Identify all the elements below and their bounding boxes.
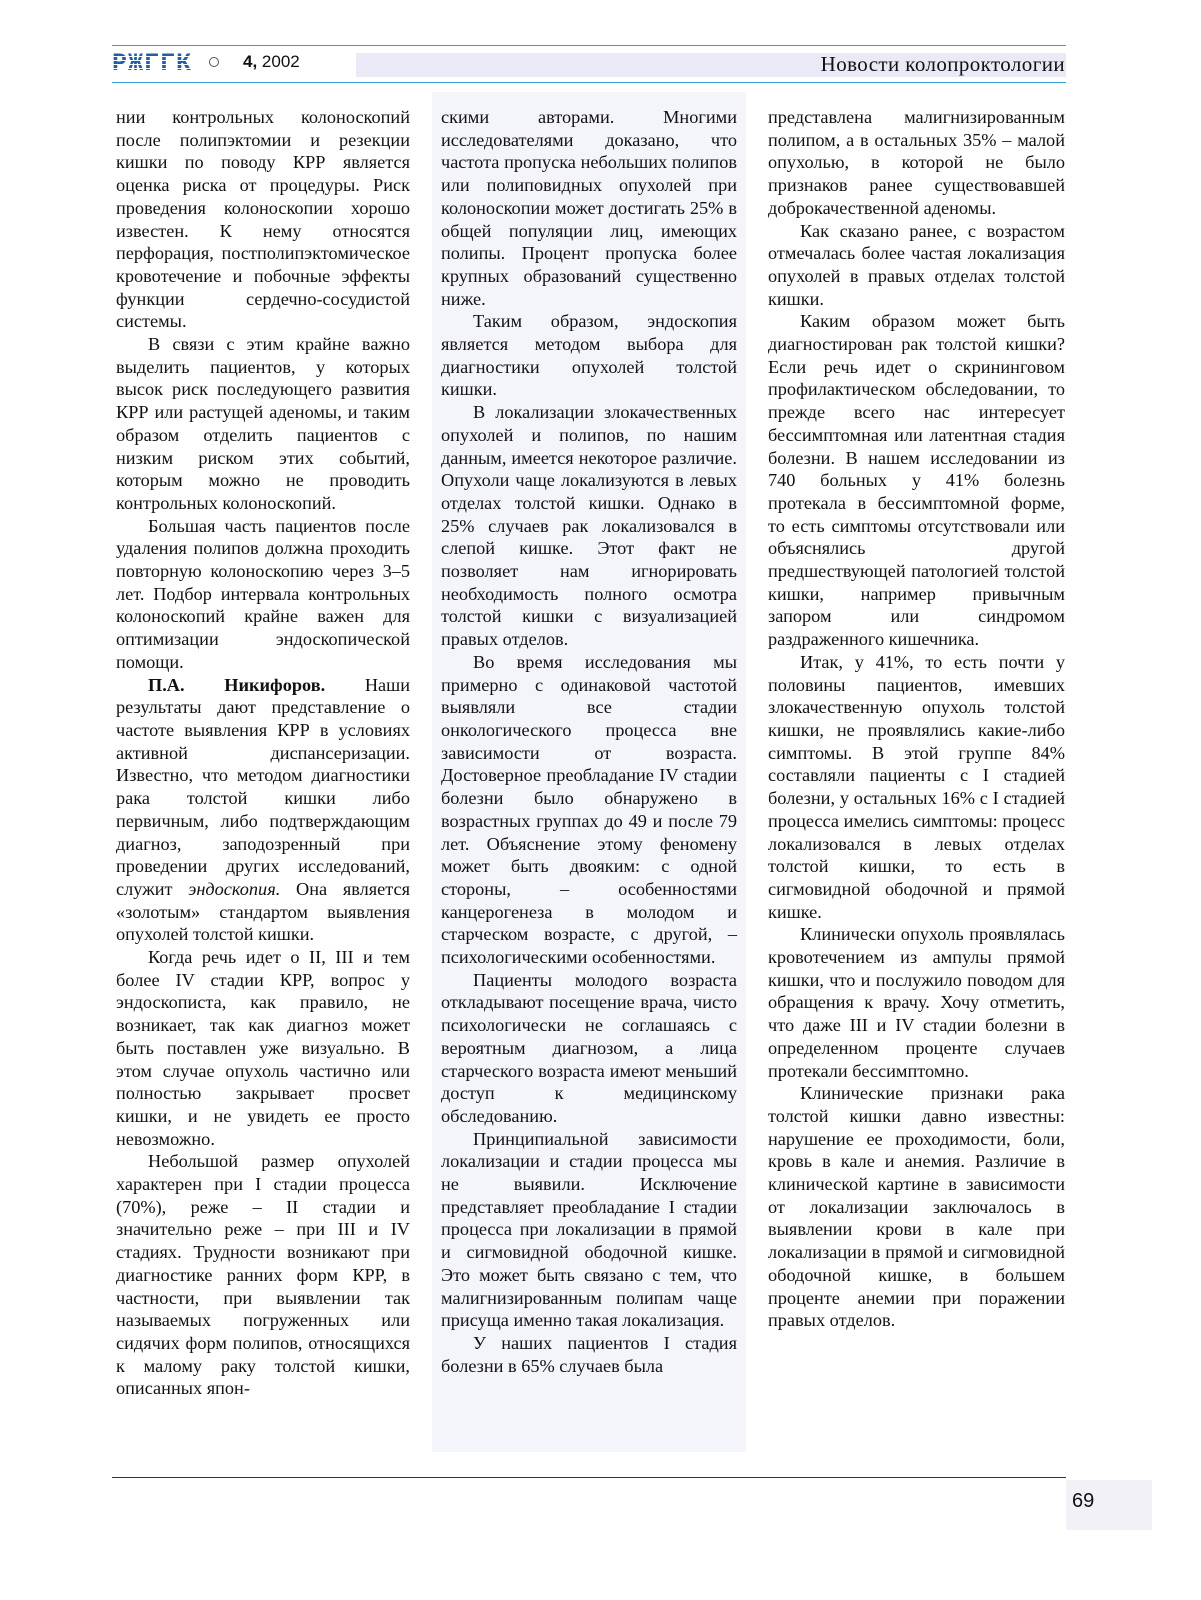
paragraph: представлена малигнизированным полипом, а в остальных 35% – малой опухолью, в которой не было признаков ранее существовавшей доброкачественной аденомы.: [768, 107, 1065, 218]
header-rule-bottom: [112, 82, 1066, 83]
paragraph: скими авторами. Многими исследователями доказано, что частота пропуска небольших полипов или полиповидных опухолей при колоноскопии может достигать 25% в общей популяции лиц, имеющих полипы. Процент пропуска более крупных образований существенно ниже.: [441, 107, 737, 309]
issue-year: 2002: [261, 52, 300, 71]
header-rule-top: [112, 45, 1066, 46]
paragraph-text: Наши результаты дают представление о частоте выявления КРР в условиях активной диспансеризации. Известно, что методом диагностики рака толстой кишки либо первичным, либо подтверждающим диагноз, заподозренный при проведении других исследований, служит: [116, 674, 410, 899]
paragraph: В локализации злокачественных опухолей и полипов, по нашим данным, имеется некоторое различие. Опухоли чаще локализуются в левых отделах толстой кишки. Однако в 25% случаев рак локализовался в слепой кишке. Этот факт не позволяет нам игнорировать необходимость полного осмотра толстой кишки с визуализацией правых отделов.: [441, 402, 737, 650]
journal-logo: РЖГГК: [112, 49, 193, 78]
paragraph-text: Она является «золотым» стандартом выявления опухолей толстой кишки.: [116, 878, 410, 945]
paragraph: Пациенты молодого возраста откладывают посещение врача, чисто психологически не соглашаясь с вероятным диагнозом, а лица старческого возраста имеют меньший доступ к медицинскому обследованию.: [441, 969, 737, 1126]
paragraph: У наших пациентов I стадия болезни в 65% случаев была: [441, 1332, 737, 1376]
paragraph: Во время исследования мы примерно с одинаковой частотой выявляли все стадии онкологического процесса вне зависимости от возраста. Достоверное преобладание IV стадии болезни было обнаружено в возрастных группах до 49 и после 79 лет. Объяснение этому феномену может быть двояким: с одной стороны, – особенностями канцерогенеза в молодом и старческом возрасте, с другой, – психологическими особенностями.: [441, 651, 737, 968]
paragraph: Каким образом может быть диагностирован рак толстой кишки? Если речь идет о скрининговом профилактическом обследовании, то прежде всего нас интересует бессимптомная или латентная стадия болезни. В нашем исследовании из 740 больных у 41% болезнь протекала в бессимптомной форме, то есть симптомы отсутствовали или объяснялись другой предшествующей патологией толстой кишки, например привычным запором или синдромом раздраженного кишечника.: [768, 311, 1065, 650]
text-column-3: [768, 106, 1065, 1332]
page-number: 69: [1072, 1490, 1095, 1512]
paragraph: нии контрольных колоноскопий после полипэктомии и резекции кишки по поводу КРР является оценка риска от процедуры. Риск проведения колоноскопии хорошо известен. К нему относятся перфорация, постполипэктомическое кровотечение и побочные эффекты функции сердечно-сосудистой системы.: [116, 107, 410, 332]
paragraph: Клинически опухоль проявлялась кровотечением из ампулы прямой кишки, что и послужило поводом для обращения к врачу. Хочу отметить, что даже III и IV стадии болезни в определенном проценте случаев протекали бессимптомно.: [768, 924, 1065, 1081]
text-column-2: [441, 106, 737, 1377]
paragraph: Итак, у 41%, то есть почти у половины пациентов, имевших злокачественную опухоль толстой кишки, не проявлялись какие-либо симптомы. В этой группе 84% составляли пациенты с I стадией болезни, у остальных 16% с I стадией процесса имелись симптомы: процесс локализовался в левых отделах толстой кишки, то есть в сигмовидной ободочной и прямой кишке.: [768, 651, 1065, 922]
paragraph: В связи с этим крайне важно выделить пациентов, у которых высок риск последующего развития КРР или растущей аденомы, и таким образом отделить пациентов с низким риском этих событий, которым можно не проводить контрольных колоноскопий.: [116, 334, 410, 513]
paragraph: Таким образом, эндоскопия является методом выбора для диагностики опухолей толстой кишки.: [441, 311, 737, 400]
author-name: П.А. Никифоров.: [148, 674, 326, 695]
paragraph: Небольшой размер опухолей характерен при I стадии процесса (70%), реже – II стадии и значительно реже – при III и IV стадиях. Трудности возникают при диагностике ранних форм КРР, в частности, при выявлении так называемых погруженных или сидячих форм полипов, относящихся к малому раку толстой кишки, описанных япон-: [116, 1151, 410, 1399]
paragraph: Когда речь идет о II, III и тем более IV стадии КРР, вопрос у эндоскописта, как правило, не возникает, так как диагноз может быть поставлен уже визуально. В этом случае опухоль частично или полностью закрывает просвет кишки, и не увидеть ее просто невозможно.: [116, 947, 410, 1149]
emphasis-term: эндоскопия.: [188, 878, 281, 899]
issue-number: 4,: [243, 52, 258, 71]
text-column-1: [116, 106, 410, 1400]
paragraph: Клинические признаки рака толстой кишки давно известны: нарушение ее проходимости, боли, кровь в кале и анемия. Различие в клинической картине в зависимости от локализации заключалось в выявлении крови в кале при локализации в прямой и сигмовидной ободочной кишке, в большем проценте анемии при поражении правых отделов.: [768, 1083, 1065, 1331]
paragraph: Как сказано ранее, с возрастом отмечалась более частая локализация опухолей в правых отделах толстой кишки.: [768, 220, 1065, 309]
footer-rule: [112, 1477, 1066, 1478]
paragraph: Принципиальной зависимости локализации и стадии процесса мы не выявили. Исключение представляет преобладание I стадии процесса при локализации в прямой и сигмовидной ободочной кишке. Это может быть связано с тем, что малигнизированным полипам чаще присуща именно такая локализация.: [441, 1128, 737, 1331]
section-title: Новости колопроктологии: [820, 52, 1065, 76]
issue-info: [243, 51, 300, 73]
paragraph: Большая часть пациентов после удаления полипов должна проходить повторную колоноскопию через 3–5 лет. Подбор интервала контрольных колоноскопий крайне важен для оптимизации эндоскопической помощи.: [116, 515, 410, 672]
separator-bullet-icon: [209, 57, 219, 67]
paragraph-with-author: [116, 674, 410, 946]
